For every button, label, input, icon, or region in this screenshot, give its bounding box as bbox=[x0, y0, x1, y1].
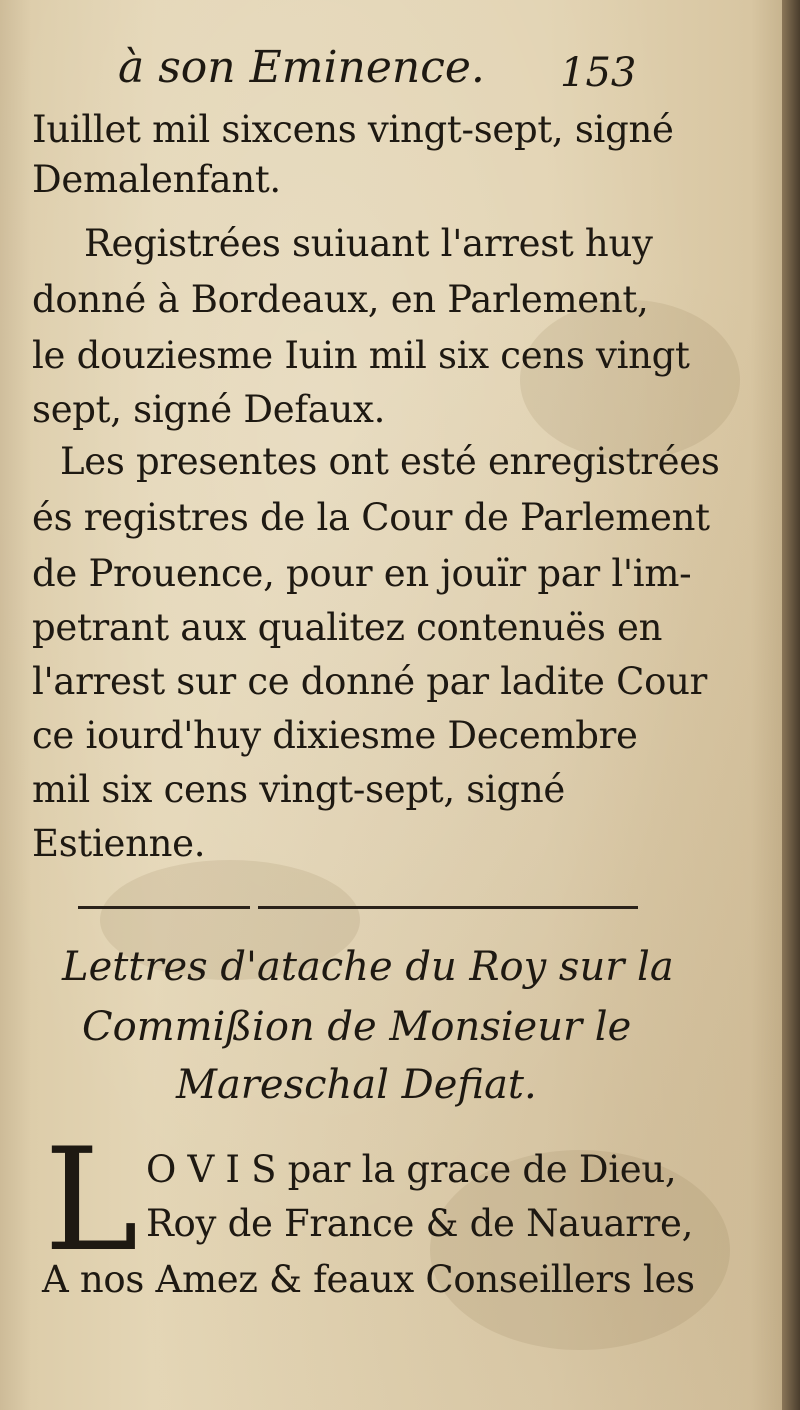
page-number: 153 bbox=[560, 50, 637, 96]
paper-stain bbox=[520, 300, 740, 460]
body-line: Demalenfant. bbox=[32, 158, 281, 201]
section-rule bbox=[258, 906, 638, 909]
body-line: és registres de la Cour de Parlement bbox=[32, 496, 710, 539]
body-line: Les presentes ont esté enregistrées bbox=[60, 440, 720, 483]
page-edge bbox=[782, 0, 800, 1410]
letter-line: Roy de France & de Nauarre, bbox=[146, 1202, 694, 1245]
body-line: Iuillet mil sixcens vingt-sept, signé bbox=[32, 108, 674, 151]
body-line: l'arrest sur ce donné par ladite Cour bbox=[32, 660, 708, 703]
section-heading-line: Mareschal Defiat. bbox=[176, 1062, 537, 1108]
body-line: Registrées suiuant l'arrest huy bbox=[84, 222, 653, 265]
body-line: ce iourd'huy dixiesme Decembre bbox=[32, 714, 638, 757]
letter-line: A nos Amez & feaux Conseillers les bbox=[42, 1258, 695, 1301]
drop-capital: L bbox=[44, 1118, 139, 1283]
body-line: de Prouence, pour en jouïr par l'im- bbox=[32, 552, 692, 595]
running-head: à son Eminence. bbox=[118, 42, 485, 93]
letter-line: O V I S par la grace de Dieu, bbox=[146, 1148, 677, 1191]
body-line: donné à Bordeaux, en Parlement, bbox=[32, 278, 649, 321]
body-line: Estienne. bbox=[32, 822, 206, 865]
body-line: le douziesme Iuin mil six cens vingt bbox=[32, 334, 690, 377]
body-line: mil six cens vingt-sept, signé bbox=[32, 768, 565, 811]
section-heading-line: Lettres d'atache du Roy sur la bbox=[62, 944, 674, 990]
body-line: sept, signé Defaux. bbox=[32, 388, 386, 431]
section-heading-line: Commißion de Monsieur le bbox=[82, 1004, 632, 1050]
body-line: petrant aux qualitez contenuës en bbox=[32, 606, 663, 649]
section-rule bbox=[78, 906, 250, 909]
